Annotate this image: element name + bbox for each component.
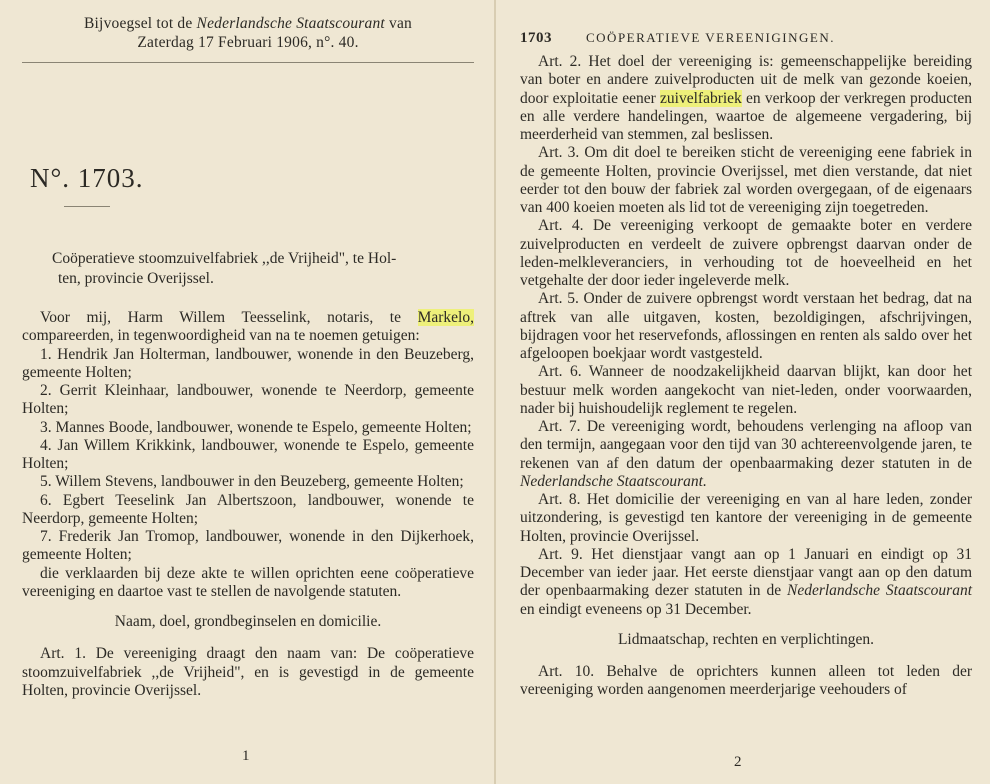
right-body xyxy=(520,53,972,700)
article-3: Art. 3. Om dit doel te bereiken sticht de vereeniging eene fabriek in de gemeente Holten, provincie Overijssel, met dien verstande, dat niet eerder tot den bouw der fabriek zal worden overgegaan, of de eigenaars van 400 koeien moeten als lid tot de vereeniging zijn toegetreden. xyxy=(520,144,972,216)
left-page xyxy=(0,0,494,784)
article-8: Art. 8. Het domicilie der vereeniging en van al hare leden, zonder uitzondering, is gevestigd ten kantore der vereeniging in de gemeente Holten, provincie Overijssel. xyxy=(520,491,972,545)
section-heading: Naam, doel, grondbeginselen en domicilie. xyxy=(114,613,382,630)
person-item: 7. Frederik Jan Tromop, landbouwer, wonende in den Dijkerhoek, gemeente Holten; xyxy=(22,528,474,564)
article-5: Art. 5. Onder de zuivere opbrengst wordt verstaan het bedrag, dat na aftrek van alle uitgaven, kosten, bezoldigingen, afschrijvingen, bijdragen voor het reservefonds, aflossingen en renten als saldo over het afgeloopen boekjaar wordt vastgesteld. xyxy=(520,290,972,362)
article-1: Art. 1. De vereeniging draagt den naam van: De coöperatieve stoomzuivelfabriek ,,de Vrijheid", en is gevestigd in de gemeente Holten, provincie Overijssel. xyxy=(22,645,474,699)
right-page xyxy=(496,0,990,784)
person-item: 1. Hendrik Jan Holterman, landbouwer, wonende in den Beuzeberg, gemeente Holten; xyxy=(22,345,474,381)
header-line-2: Zaterdag 17 Februari 1906, n°. 40. xyxy=(137,34,359,51)
person-item: 3. Mannes Boode, landbouwer, wonende te Espelo, gemeente Holten; xyxy=(40,418,472,436)
article-2: Art. 2. Het doel der vereeniging is: gemeenschappelijke bereiding van boter en andere zuivelproducten uit de melk van gezonde koeien, door exploitatie eener zuivelfabriek en verkoop der verkregen producten en alle verdere handelingen, waartoe de algemeene vergadering, bij meerderheid van stemmen, zal beslissen. xyxy=(520,53,973,143)
page-number-right: 2 xyxy=(734,754,742,770)
header-number: 1703 xyxy=(520,30,552,46)
article-9: Art. 9. Het dienstjaar vangt aan op 1 Januari en eindigt op 31 December van ieder jaar. Het eerste dienstjaar vangt aan op den datum der openbaarmaking dezer statuten in de Nederlandsche Staatscourant en eindigt eveneens op 31 December. xyxy=(520,545,973,618)
header-rule xyxy=(22,62,474,63)
article-4: Art. 4. De vereeniging verkoopt de gemaakte boter en verdere zuivelproducten en verdeelt de zuivere opbrengst daarvan onder de leden-melkleveranciers, in verhouding tot de hoeveelheid en het vetgehalte der door ieder ingeleverde melk. xyxy=(520,217,972,289)
article-10: Art. 10. Behalve de oprichters kunnen alleen tot leden der vereeniging worden aangenomen meerderjarige veehouders of xyxy=(520,663,972,699)
article-6: Art. 6. Wanneer de noodzakelijkheid daarvan blijkt, kan door het bestuur melk worden aangekocht van niet-leden, onder voorwaarden, nader bij huishoudelijk reglement te regelen. xyxy=(520,363,972,417)
declaration-paragraph: die verklaarden bij deze akte te willen oprichten eene coöperatieve vereeniging en daartoe vast te stellen de navolgende statuten. xyxy=(22,564,474,600)
person-item: 2. Gerrit Kleinhaar, landbouwer, wonende te Neerdorp, gemeente Holten; xyxy=(22,382,474,418)
intro-paragraph: Voor mij, Harm Willem Teesselink, notaris, te Markelo, compareerden, in tegenwoordigheid van na te noemen getuigen: xyxy=(22,309,474,345)
document-number-rule xyxy=(64,206,110,207)
header-title: COÖPERATIEVE VEREENIGINGEN. xyxy=(586,30,835,45)
right-page-header xyxy=(520,30,972,47)
header-line-1: Bijvoegsel tot de Nederlandsche Staatscourant van xyxy=(84,15,412,32)
person-item: 5. Willem Stevens, landbouwer in den Beuzeberg, gemeente Holten; xyxy=(40,473,464,491)
left-page-header xyxy=(22,14,474,52)
person-item: 6. Egbert Teeselink Jan Albertszoon, landbouwer, wonende te Neerdorp, gemeente Holten; xyxy=(22,491,474,527)
section-heading: Lidmaatschap, rechten en verplichtingen. xyxy=(617,630,875,648)
article-7: Art. 7. De vereeniging wordt, behoudens verlenging na afloop van den termijn, aangegaan voor den tijd van 30 achtereenvolgende jaren, te rekenen van af den datum der openbaarmaking dezer statuten in de Nederlandsche Staatscourant. xyxy=(520,418,972,490)
document-title xyxy=(22,249,474,289)
highlight-markelo: Markelo, xyxy=(417,309,474,326)
person-item: 4. Jan Willem Krikkink, landbouwer, wonende te Espelo, gemeente Holten; xyxy=(22,436,474,472)
page-number-left: 1 xyxy=(242,748,250,764)
document-number: N°. 1703. xyxy=(30,163,144,193)
title-line-2: ten, provincie Overijssel. xyxy=(58,270,214,287)
title-line-1: Coöperatieve stoomzuivelfabriek ,,de Vrijheid", te Hol- xyxy=(52,250,397,267)
left-body xyxy=(22,309,474,700)
highlight-zuivelfabriek: zuivelfabriek xyxy=(660,89,742,107)
